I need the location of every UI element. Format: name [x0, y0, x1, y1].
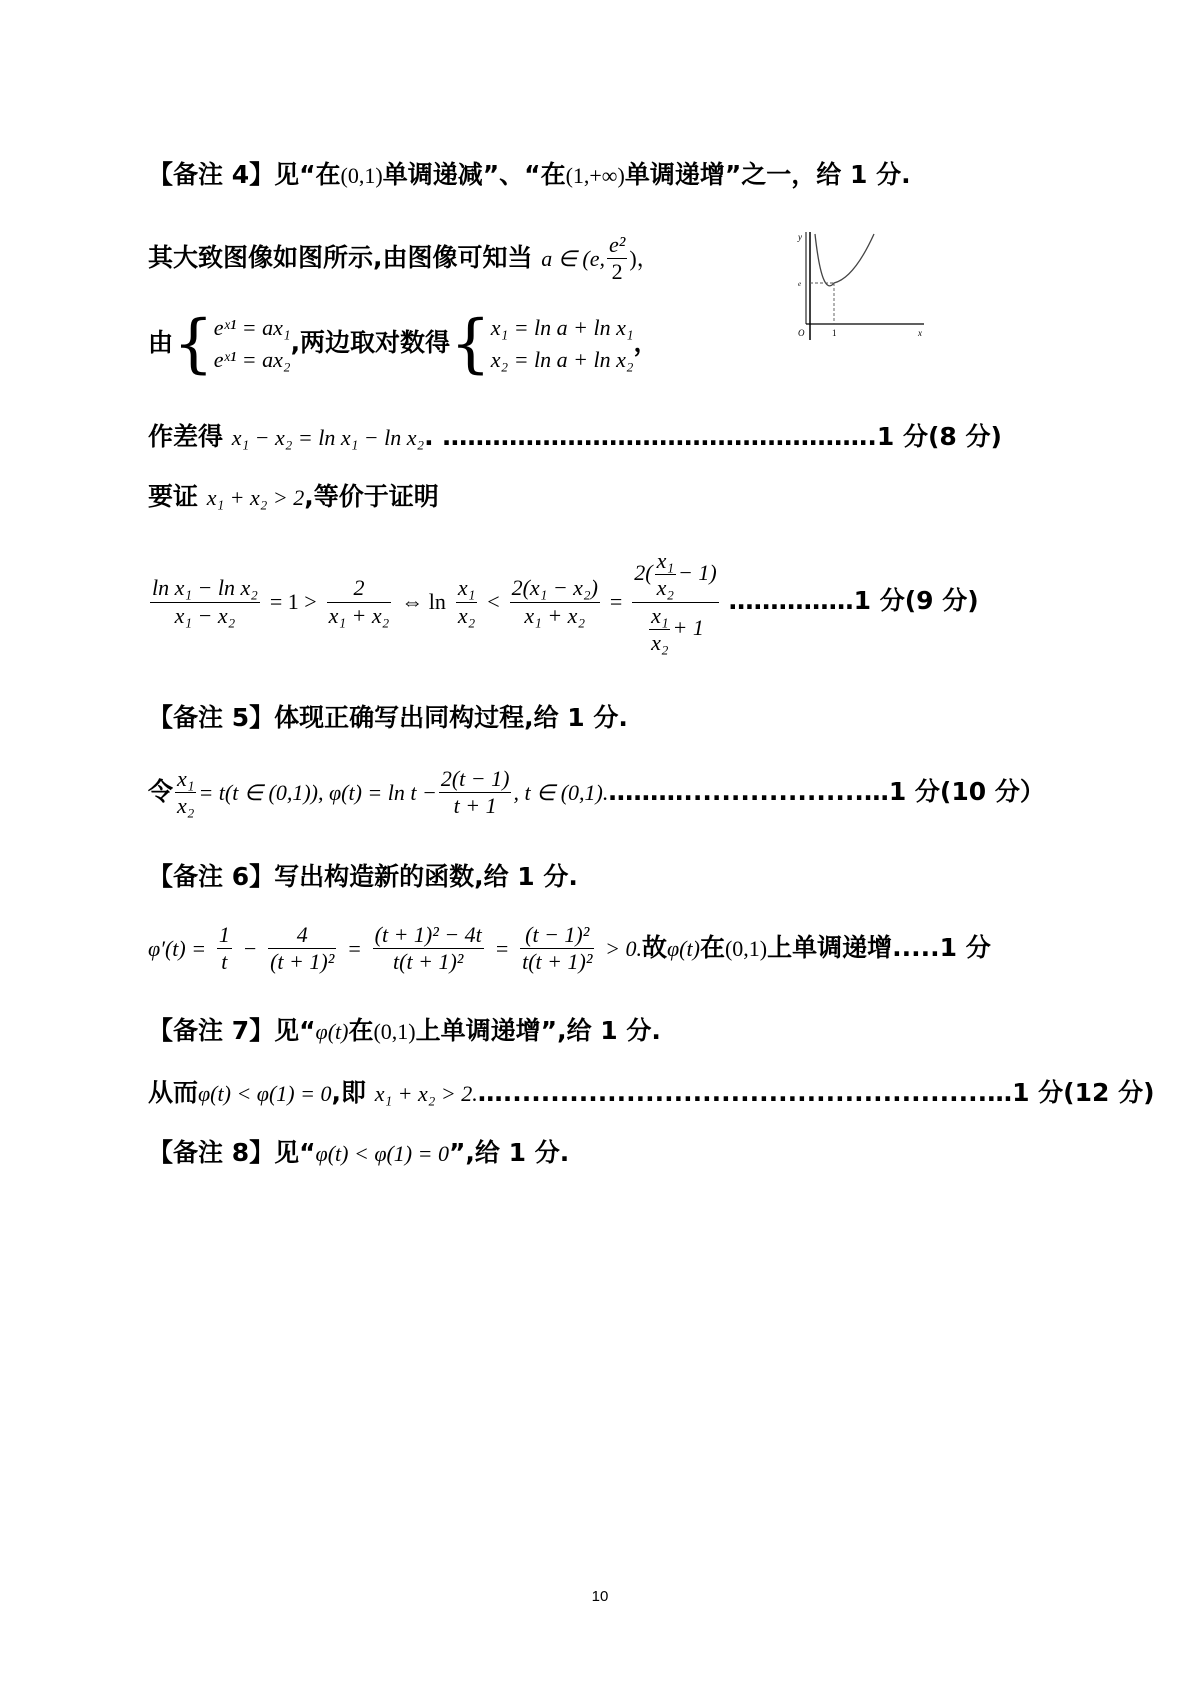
log-equations: x₁ = ln a + ln x₁ x₂ = ln a + ln x₂ — [490, 315, 634, 372]
note-8: 【备注 8】见“φ(t) < φ(1) = 0”,给 1 分. — [148, 1138, 570, 1167]
fraction-ratio: $\frac{\text{x₁}}{\text{x₂}}$ — [656, 548, 674, 601]
function-graph — [796, 228, 926, 348]
one-label: 1 — [832, 328, 837, 338]
graph-statement: 其大致图像如图所示,由图像可知当 a ∈ (e, $\frac{\text{e²}}{2}$ )， — [148, 232, 659, 285]
fraction-ln-diff: $\frac{\text{ln x₁ − ln x₂}}{\text{x₁ − x₂}}$ — [152, 575, 258, 628]
y-axis-label: y — [798, 232, 802, 242]
left-brace: { — [173, 307, 214, 381]
conclusion-line: 从而φ(t) < φ(1) = 0,即 x₁ + x₂ > 2.…...................................................…1 分(12 分) — [148, 1078, 1155, 1107]
left-brace: { — [450, 307, 491, 381]
fraction-1-over-t: $\frac{1}{t}$ — [218, 922, 230, 975]
e-label: e — [798, 280, 802, 288]
note-4: 【备注 4】见“在(0,1)单调递减”、“在(1,+∞)单调递增”之一，给 1 分. — [148, 160, 911, 189]
page-number: 10 — [591, 1588, 609, 1605]
derivative-line: φ′(t) = $\frac{1}{t}$ − $\frac{4}{\text{(t + 1)²}}$ = $\frac{\text{(t + 1)² − 4t}}{\text{t(t + 1)²}}$ = $\frac{\text{(t − 1)²}}{\text{t(t + 1)²}}$ > 0.故φ(t)在(0,1)上单调递增.....1 分 — [148, 922, 991, 975]
prove-line: 要证 x₁ + x₂ > 2,等价于证明 — [148, 482, 439, 511]
origin-label: O — [798, 328, 805, 338]
fraction-4-over: $\frac{4}{\text{(t + 1)²}}$ — [270, 922, 335, 975]
note-7: 【备注 7】见“φ(t)在(0,1)上单调递增”,给 1 分. — [148, 1016, 661, 1045]
fraction-2-over-sum: $\frac{2}{\text{x₁ + x₂}}$ — [328, 575, 390, 628]
e2-over-2-fraction: $\frac{\text{e²}}{2}$ — [608, 232, 626, 285]
note-6: 【备注 6】写出构造新的函数,给 1 分. — [148, 862, 578, 891]
let-line: 令 $\frac{\text{x₁}}{\text{x₂}}$ = t(t ∈ (0,1)), φ(t) = ln t − $\frac{2(t - 1)}{t + 1}$ , t ∈ (0,1).………...................…1 分(10 分） — [148, 766, 1045, 819]
exp-system: eˣ¹ = ax₁ eˣ¹ = ax₂ — [213, 315, 291, 372]
log-system: 由{ eˣ¹ = ax₁ eˣ¹ = ax₂ ,两边取对数得{ x₁ = ln a + ln x₁ x₂ = ln a + ln x₂ ， — [148, 307, 659, 381]
fraction-2diff-over-sum: $\frac{\text{2(x₁ − x₂)}}{\text{x₁ + x₂}}$ — [511, 575, 598, 628]
difference-line: 作差得 x₁ − x₂ = ln x₁ − ln x₂. …………………………………………….1 分(8 分) — [148, 422, 1002, 451]
fraction-expanded: $\frac{\text{(t + 1)² − 4t}}{\text{t(t + 1)²}}$ — [374, 922, 482, 975]
fraction-ratio: $\frac{\text{x₁}}{\text{x₂}}$ — [457, 575, 476, 628]
x-axis-label: x — [918, 328, 922, 338]
fraction-ratio: $\frac{\text{x₁}}{\text{x₂}}$ — [651, 602, 669, 656]
fraction-phi: $\frac{2(t - 1)}{t + 1}$ — [440, 766, 510, 819]
equivalence-line: $\frac{\text{ln x₁ − ln x₂}}{\text{x₁ − x₂}}$ = 1 > $\frac{2}{\text{x₁ + x₂}}$ ⇔ ln $\frac{\text{x₁}}{\text{x₂}}$ < $\frac{\text{2(x₁ − x₂)}}{\text{x₁ + x₂}}$ = 2( $\frac{\text{x₁}}{\text{x₂}}$ − 1) $\frac{\text{x₁}}{\text{x₂}}$ + 1 ……………1 分(9 分) — [152, 548, 979, 656]
fraction-square: $\frac{\text{(t − 1)²}}{\text{t(t + 1)²}}$ — [522, 922, 593, 975]
fraction-ratio: $\frac{\text{x₁}}{\text{x₂}}$ — [177, 766, 195, 819]
fraction-ratio-form: 2( $\frac{\text{x₁}}{\text{x₂}}$ − 1) $\frac{\text{x₁}}{\text{x₂}}$ + 1 — [634, 548, 717, 656]
note-5: 【备注 5】体现正确写出同构过程,给 1 分. — [148, 703, 628, 732]
